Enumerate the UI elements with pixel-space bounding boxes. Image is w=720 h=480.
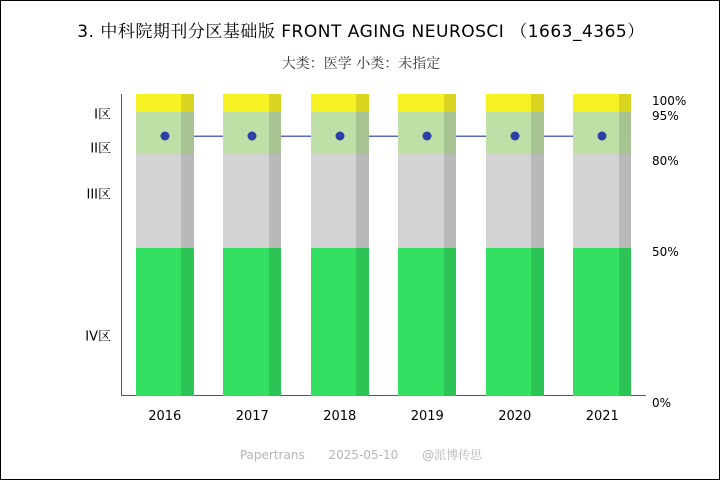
footer-brand: Papertrans [239, 448, 305, 462]
footer-date: 2025-05-10 [328, 448, 399, 462]
x-tick-label: 2021 [585, 409, 619, 424]
page-title: 3. 中科院期刊分区基础版 FRONT AGING NEUROSCI （1663_4365） [77, 22, 645, 42]
footer-account: @派博传思 [422, 448, 483, 462]
x-tick-label: 2016 [148, 409, 182, 424]
bar-shade [356, 94, 369, 396]
marker-dot[interactable] [598, 132, 607, 141]
marker-dot[interactable] [160, 132, 169, 141]
zone-label: I区 [94, 107, 111, 123]
bar-shade [269, 94, 282, 396]
marker-dot[interactable] [423, 132, 432, 141]
zone-label: II区 [90, 141, 111, 157]
plot-area [121, 94, 646, 396]
bar-shade [181, 94, 194, 396]
marker-dot[interactable] [510, 132, 519, 141]
marker-dot[interactable] [335, 132, 344, 141]
y-tick-label: 50% [652, 245, 679, 259]
y-tick-label: 95% [652, 109, 679, 124]
marker-line [121, 94, 646, 396]
footer-credits [1, 446, 720, 463]
x-tick-label: 2019 [410, 409, 444, 424]
zone-label: IV区 [85, 329, 111, 345]
y-axis-left-labels [1, 94, 119, 396]
marker-dot[interactable] [248, 132, 257, 141]
y-axis-right-labels [648, 94, 718, 410]
x-axis-labels [121, 401, 646, 425]
y-tick-label: 0% [652, 396, 672, 410]
y-tick-label: 100% [652, 94, 687, 108]
chart-subtitle: 大类：医学 小类：未指定 [281, 56, 441, 72]
bar-shade [619, 94, 632, 396]
x-tick-label: 2018 [323, 409, 357, 424]
zone-label: III区 [86, 187, 111, 203]
x-tick-label: 2020 [498, 409, 532, 424]
y-tick-label: 80% [652, 154, 679, 169]
x-tick-label: 2017 [235, 409, 269, 424]
bar-shade [531, 94, 544, 396]
bar-shade [444, 94, 457, 396]
